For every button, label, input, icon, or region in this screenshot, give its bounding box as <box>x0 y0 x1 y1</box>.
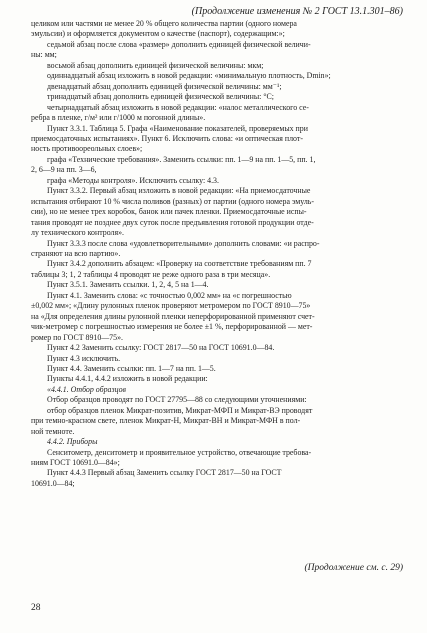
text-line: Отбор образцов проводят по ГОСТ 27795—88 со следующими уточнениями: <box>47 395 307 405</box>
text-line: Сенситометр, денситометр и проявительное устройство, отвечающие требова- <box>47 447 312 457</box>
text-line: таблицы 3; 1, 2 таблицы 4 проводят не реже одного раза в три месяца». <box>31 269 271 279</box>
text-line: Пункт 4.3 исключить. <box>47 353 121 363</box>
text-line: Пункт 3.4.2 дополнить абзацем: «Проверку на соответствие требованиям пп. 7 <box>47 259 312 269</box>
text-line: чик-метромер с погрешностью измерения не более ±1 %, перфорированной — мет- <box>31 322 313 332</box>
section-heading: «4.4.1. Отбор образцов <box>47 384 126 394</box>
section-heading: 4.4.2. Приборы <box>47 437 98 447</box>
text-line: ны: мм; <box>31 50 57 60</box>
text-line: эмульсии) и оформляется документом о качестве (паспорт), содержащим:»; <box>31 29 285 39</box>
text-line: четырнадцатый абзац изложить в новой редакции: «налос металлического се- <box>47 102 309 112</box>
text-line: ность противоореольных слоев»; <box>31 144 143 154</box>
text-line: Пункт 4.4.3 Первый абзац Заменить ссылку ГОСТ 2817—50 на ГОСТ <box>47 468 282 478</box>
text-line: Пункт 3.3.3 после слова «удовлетворительными» дополнить словами: «и распро- <box>47 238 320 248</box>
text-line: двенадцатый абзац дополнить единицей физической величины: мм⁻¹; <box>47 81 282 91</box>
text-line: Пункт 3.5.1. Заменить ссылки. 1, 2, 4, 5 на 1—4. <box>47 280 209 290</box>
continued-note: (Продолжение см. с. 29) <box>304 563 403 573</box>
text-line: седьмой абзац после слова «размер» дополнить единицей физической величи- <box>47 39 311 49</box>
text-line: приемосдаточных испытаниях». Пункт 6. Исключить слова: «и оптическая плот- <box>31 133 303 143</box>
text-line: испытания отбирают 10 % числа поливов (разных) от партии (одного номера эмуль- <box>31 196 315 206</box>
text-line: одиннадцатый абзац изложить в новой редакции: «минимальную плотность, Dmin»; <box>47 71 331 81</box>
text-line: восьмой абзац дополнить единицей физической величины: мкм; <box>47 60 264 70</box>
text-line: Пункт 3.3.1. Таблица 5. Графа «Наименование показателей, проверяемых при <box>47 123 308 133</box>
page-number: 28 <box>31 603 41 613</box>
text-line: Пункт 4.4. Заменить ссылки: пп. 1—7 на пп. 1—5. <box>47 363 216 373</box>
text-line: ниям ГОСТ 10691.0—84»; <box>31 458 120 468</box>
text-line: Пункты 4.4.1, 4.4.2 изложить в новой редакции: <box>47 374 208 384</box>
text-line: графа «Методы контроля». Исключить ссылку: 4.3. <box>47 175 219 185</box>
text-line: ромер по ГОСТ 8910—75». <box>31 332 123 342</box>
text-line: Пункт 3.3.2. Первый абзац изложить в новой редакции: «На приемосдаточные <box>47 186 311 196</box>
text-line: 2, 6—9 на пп. 3—6, <box>31 165 97 175</box>
text-line: на «Для определения длины рулонной пленки неперфорированной применяют счет- <box>31 311 315 321</box>
text-line: Пункт 4.2 Заменить ссылку: ГОСТ 2817—50 на ГОСТ 10691.0—84. <box>47 343 275 353</box>
text-line: целиком или частями не менее 20 % общего количества партии (одного номера <box>31 19 297 28</box>
text-line: отбор образцов пленок Микрат-позитив, Микрат-МФП и Микрат-ВЭ проводят <box>47 405 313 415</box>
text-line: ной темноте. <box>31 426 75 436</box>
text-line: 10691.0—84; <box>31 478 75 488</box>
text-line: сии), но не менее трех коробок, банок или пачек пленки. Приемосдаточные испы- <box>31 207 307 217</box>
document-body <box>31 19 412 489</box>
text-line: тания проводят не позднее двух суток после предъявления готовой продукции отде- <box>31 217 314 227</box>
text-line: тринадцатый абзац дополнить единицей физической величины: °С; <box>47 92 274 102</box>
text-line: графа «Технические требования». Заменить ссылки: пп. 1—9 на пп. 1—5, пп. 1, <box>47 154 316 164</box>
text-line: лу технического контроля». <box>31 228 125 238</box>
text-line: ребра в пленке, г/м² или г/1000 м погонной длины». <box>31 113 206 123</box>
text-line: при темно-красном свете, пленок Микрат-Н, Микрат-ВН и Микрат-МФН в пол- <box>31 416 301 426</box>
text-line: ±0,002 мм»; «Длину рулонных пленок проверяют метромером по ГОСТ 8910—75» <box>31 301 311 311</box>
text-line: страняют на всю партию». <box>31 248 121 258</box>
text-line: Пункт 4.1. Заменить слова: «с точностью 0,002 мм» на «с погрешностью <box>47 290 292 300</box>
continuation-header: (Продолжение изменения № 2 ГОСТ 13.1.301–86) <box>191 6 403 17</box>
